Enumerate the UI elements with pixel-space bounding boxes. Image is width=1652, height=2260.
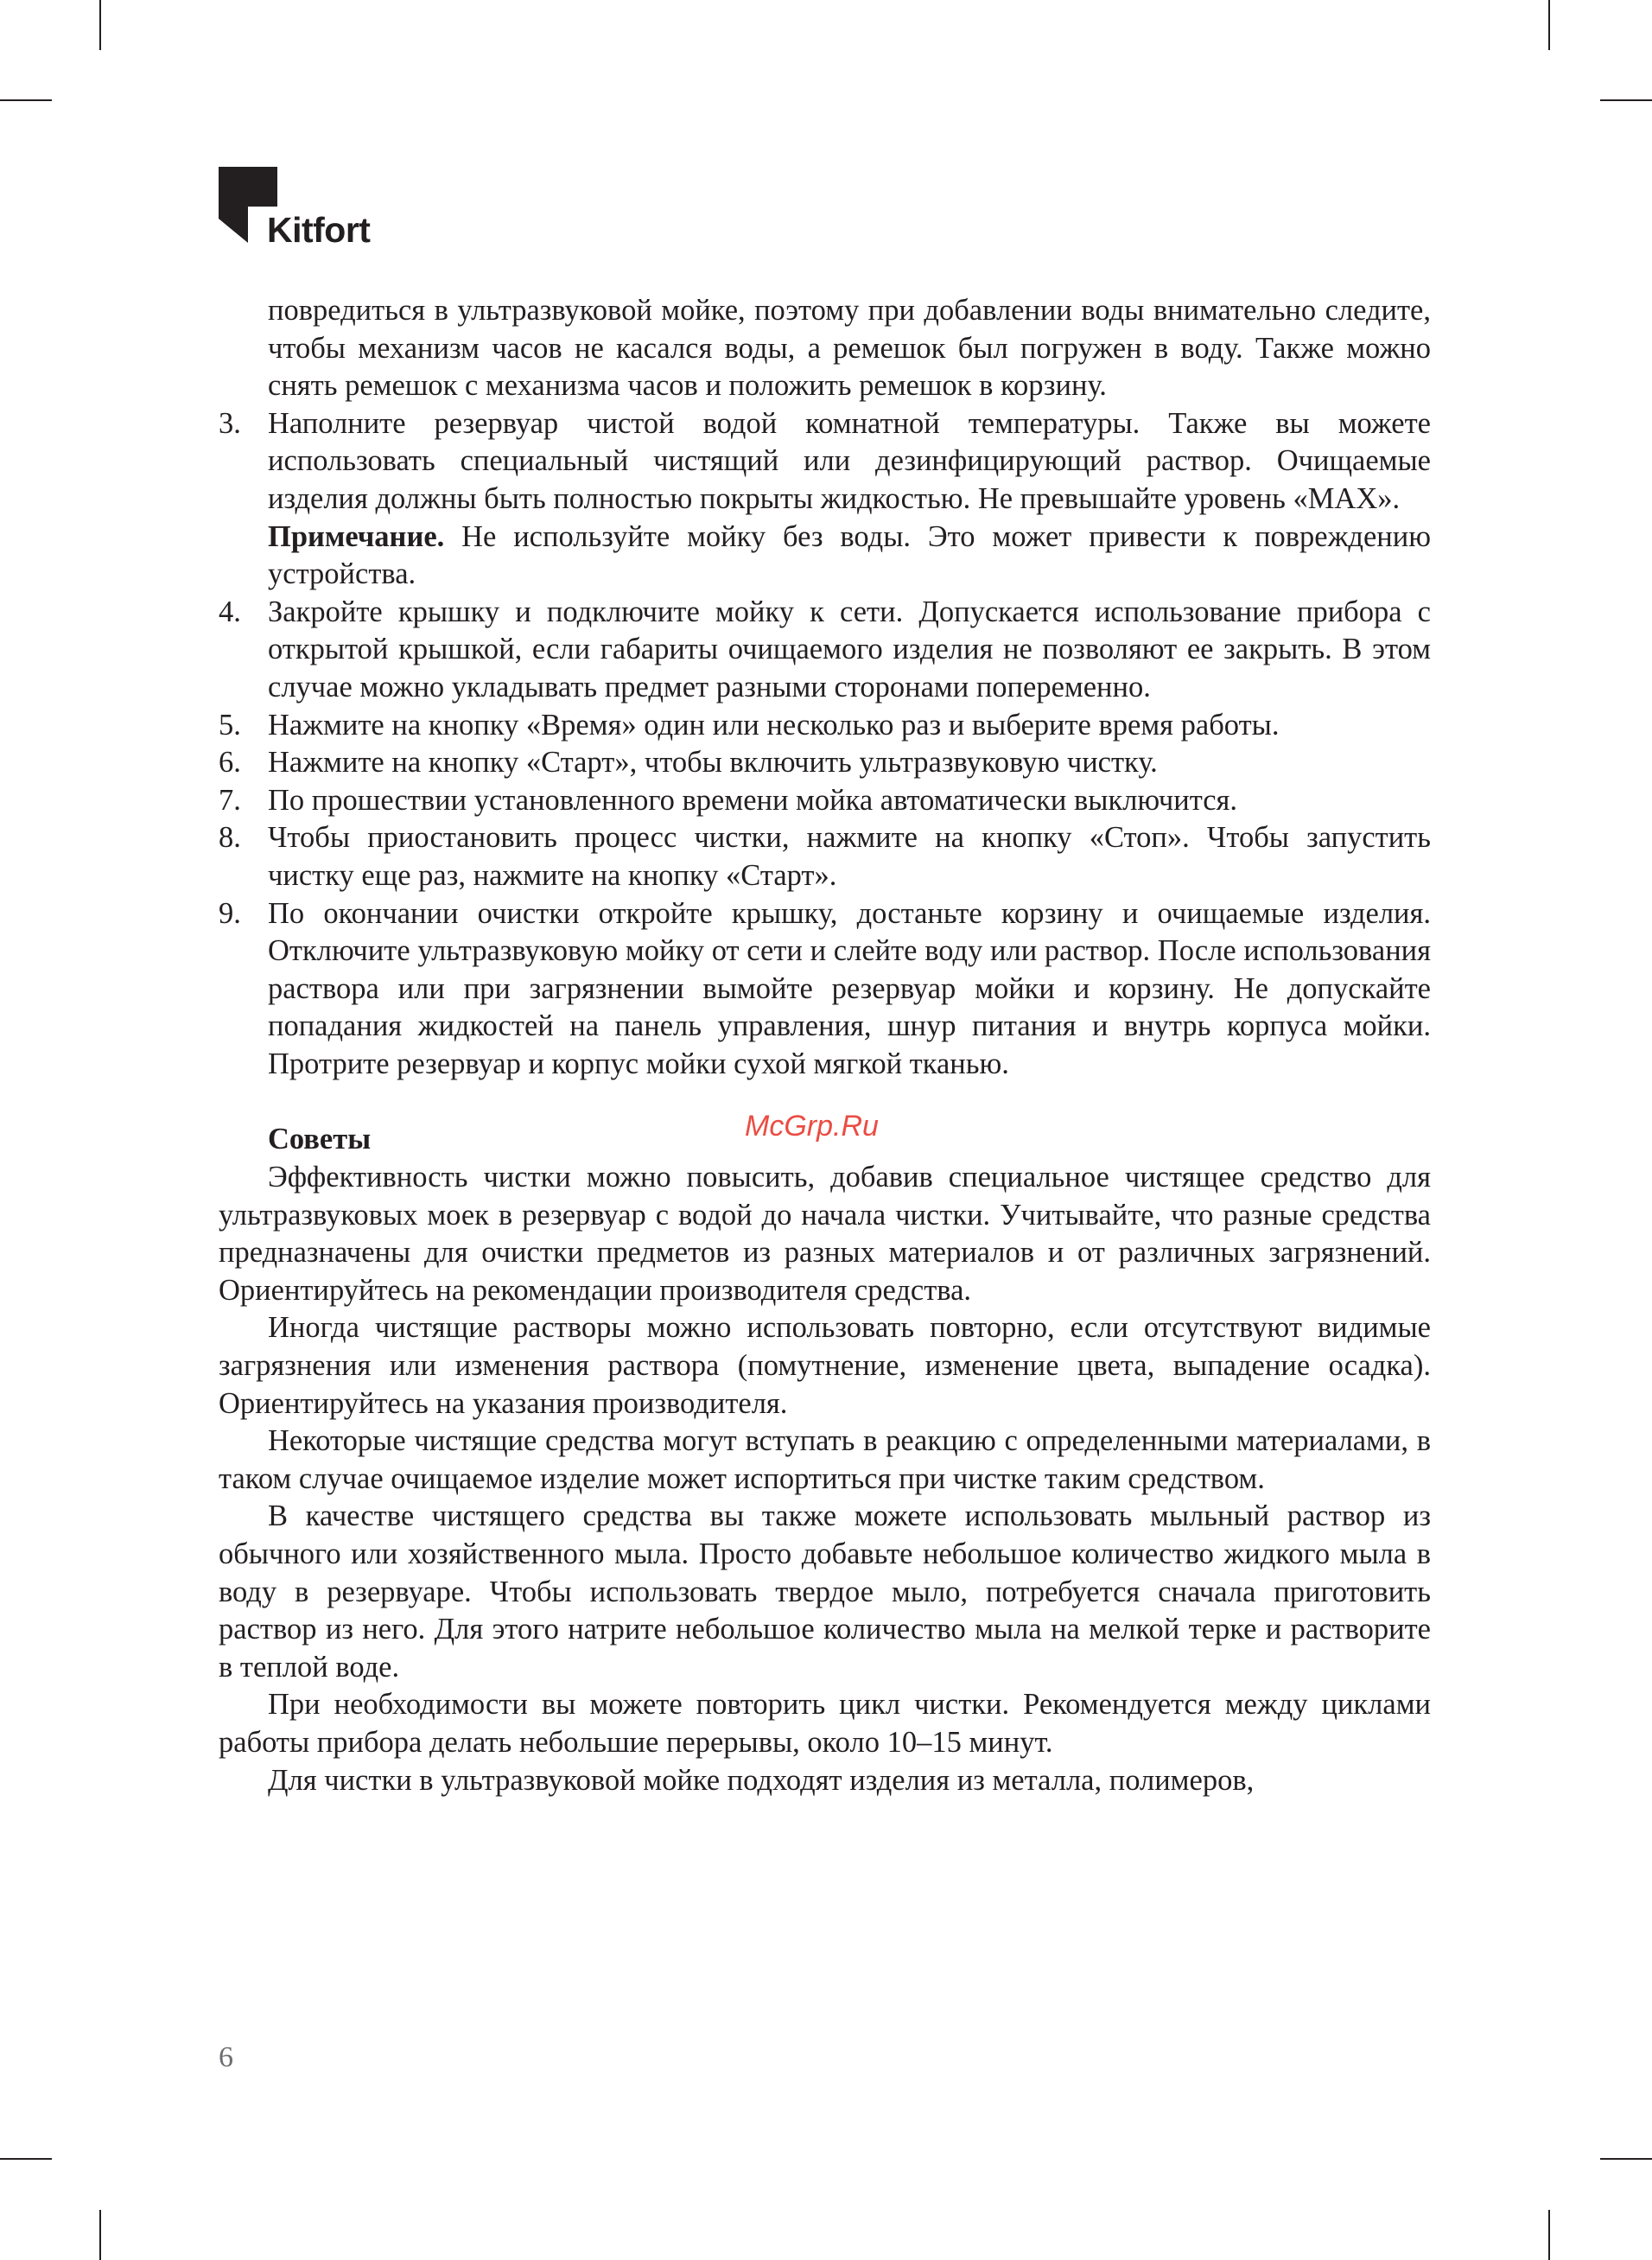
step-number: 6. (219, 746, 241, 780)
tips-paragraph: При необходимости вы можете повторить цикл чистки. Рекомендуется между циклами работы прибора делать небольшие перерывы, около 10–15 минут. (219, 1688, 1431, 1759)
list-item (219, 782, 1431, 820)
tips-paragraph: Иногда чистящие растворы можно использовать повторно, если отсутствуют видимые загрязнения или изменения раствора (помутнение, изменение цвета, выпадение осадка). Ориентируйтесь на указания производителя. (219, 1311, 1431, 1420)
brand-name: Kitfort (267, 210, 371, 250)
crop-mark (99, 2210, 101, 2260)
note-label: Примечание. (268, 519, 445, 553)
tips-heading: Советы (268, 1123, 372, 1156)
step-text: По прошествии установленного времени мойка автоматически выключится. (268, 783, 1238, 817)
step-number: 4. (219, 595, 241, 628)
page-number: 6 (219, 2041, 233, 2073)
page-content (219, 292, 1431, 1799)
step-text: По окончании очистки откройте крышку, достаньте корзину и очищаемые изделия. Отключите ультразвуковую мойку от сети и слейте воду или раствор. После использования раствора или при загрязнении вымойте резервуар мойки и корзину. Не допускайте попадания жидкостей на панель управления, шнур питания и внутрь корпуса мойки. Протрите резервуар и корпус мойки сухой мягкой тканью. (268, 896, 1431, 1080)
step-text: Чтобы приостановить процесс чистки, нажмите на кнопку «Стоп». Чтобы запустить чистку еще раз, нажмите на кнопку «Старт». (268, 821, 1431, 892)
step-text: Наполните резервуар чистой водой комнатной температуры. Также вы можете использовать специальный чистящий или дезинфицирующий раствор. Очищаемые изделия должны быть полностью покрыты жидкостью. Не превышайте уровень «MAX». (268, 406, 1431, 515)
steps-list (219, 405, 1431, 1084)
step-number: 7. (219, 783, 241, 817)
step-text: Закройте крышку и подключите мойку к сети. Допускается использование прибора с открытой крышкой, если габариты очищаемого изделия не позволяют ее закрыть. В этом случае можно укладывать предмет разными сторонами попеременно. (268, 595, 1431, 703)
step-number: 9. (219, 896, 241, 930)
crop-mark (0, 99, 52, 101)
step-text: Нажмите на кнопку «Время» один или несколько раз и выберите время работы. (268, 708, 1280, 742)
list-item (219, 895, 1431, 1084)
step-number: 8. (219, 821, 241, 855)
tips-paragraph: Эффективность чистки можно повысить, добавив специальное чистящее средство для ультразвуковых моек в резервуар с водой до начала чистки. Учитывайте, что разные средства предназначены для очистки предметов из разных материалов и от различных загрязнений. Ориентируйтесь на рекомендации производителя средства. (219, 1161, 1431, 1307)
tips-paragraph: Некоторые чистящие средства могут вступать в реакцию с определенными материалами, в таком случае очищаемое изделие может испортиться при чистке таким средством. (219, 1424, 1431, 1495)
note (268, 519, 1431, 594)
list-item (219, 819, 1431, 894)
list-item (219, 707, 1431, 745)
step-number: 5. (219, 708, 241, 742)
tips-paragraph: В качестве чистящего средства вы также можете использовать мыльный раствор из обычного или хозяйственного мыла. Просто добавьте небольшое количество жидкого мыла в воду в резервуаре. Чтобы использовать твердое мыло, потребуется сначала приготовить раствор из него. Для этого натрите небольшое количество мыла на мелкой терке и растворите в теплой воде. (219, 1499, 1431, 1684)
step-number: 3. (219, 406, 241, 440)
brand-logo (219, 167, 391, 253)
watermark: McGrp.Ru (745, 1110, 879, 1143)
crop-mark (99, 0, 101, 50)
list-item (219, 744, 1431, 782)
crop-mark (1600, 99, 1652, 101)
crop-mark (1548, 0, 1550, 50)
intro-paragraph: повредиться в ультразвуковой мойке, поэтому при добавлении воды внимательно следите, чтобы механизм часов не касался воды, а ремешок был погружен в воду. Также можно снять ремешок с механизма часов и положить ремешок в корзину. (268, 294, 1431, 403)
crop-mark (0, 2158, 52, 2160)
crop-mark (1548, 2210, 1550, 2260)
list-item (219, 405, 1431, 594)
step-text: Нажмите на кнопку «Старт», чтобы включить ультразвуковую чистку. (268, 746, 1158, 780)
crop-mark (1600, 2158, 1652, 2160)
list-item (219, 594, 1431, 707)
note-text: Не используйте мойку без воды. Это может привести к повреждению устройства. (268, 519, 1431, 591)
tips-paragraph: Для чистки в ультразвуковой мойке подходят изделия из металла, полимеров, (268, 1763, 1255, 1797)
